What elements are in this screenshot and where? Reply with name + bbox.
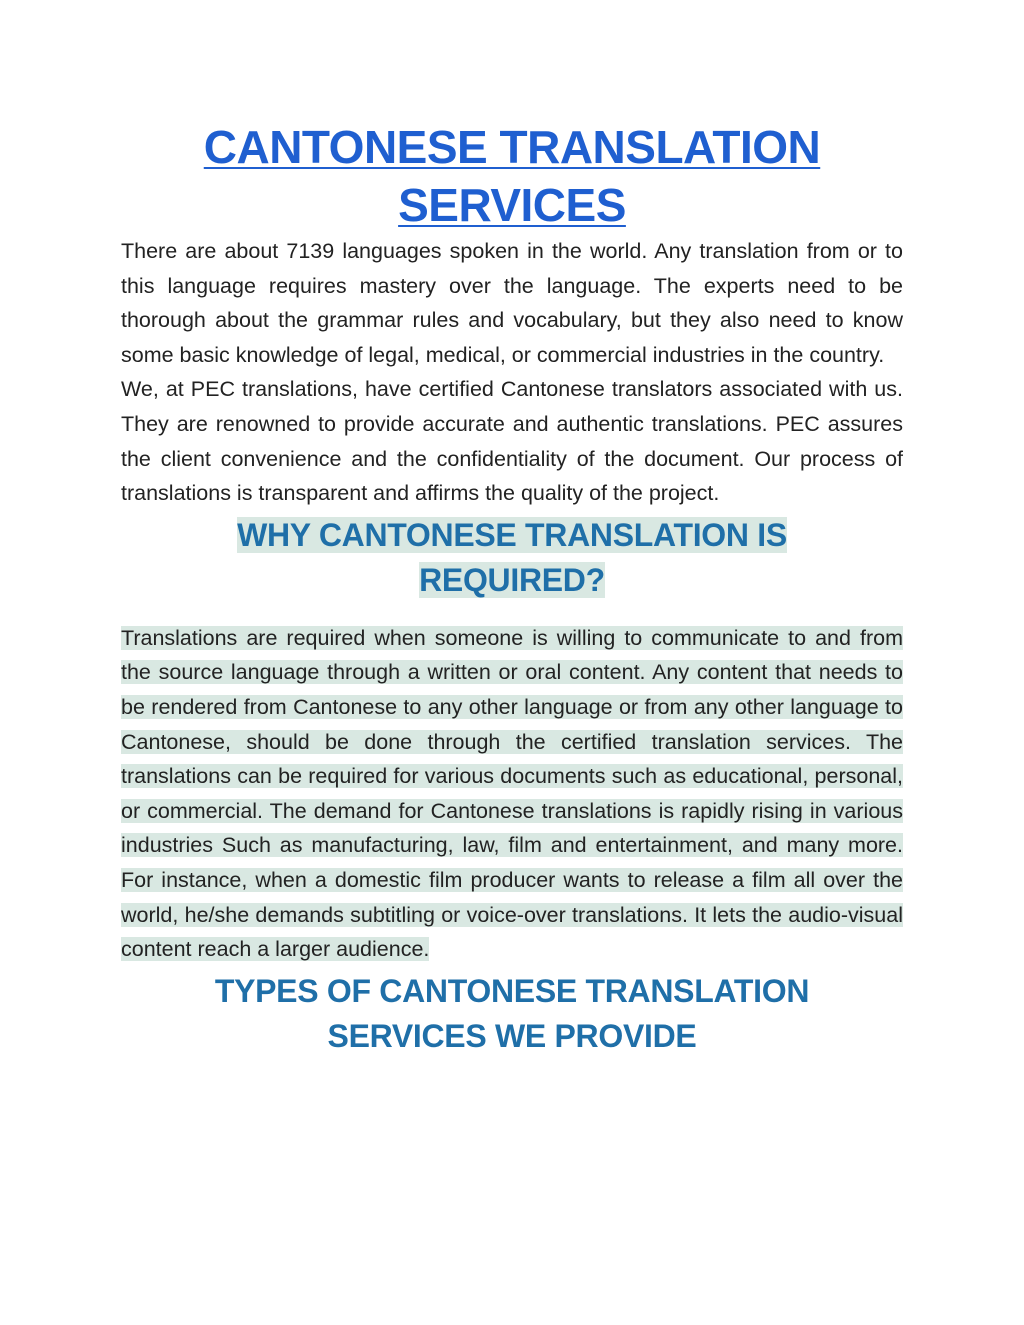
section-heading-types-line-2: SERVICES WE PROVIDE (327, 1017, 697, 1054)
section-1-paragraph-text: Translations are required when someone is willing to communicate to and from the source language through a written or oral content. Any content that needs to be rendered from Cantonese to any other language or from any other language to Cantonese, should be done through the certified translation services. The translations can be required for various documents such as educational, personal, or commercial. The demand for Cantonese translations is rapidly rising in various industries Such as manufacturing, law, film and entertainment, and many more. For instance, when a domestic film producer wants to release a film all over the world, he/she demands subtitling or voice-over translations. It lets the audio-visual content reach a larger audience. (121, 625, 903, 962)
section-heading-types-line-1: TYPES OF CANTONESE TRANSLATION (214, 972, 810, 1009)
page-title (121, 118, 903, 234)
section-1-paragraph (121, 621, 903, 967)
intro-paragraph-2: We, at PEC translations, have certified Cantonese translators associated with us. They are renowned to provide accurate and authentic translations. PEC assures the client convenience and the confidentiality of the document. Our process of translations is transparent and affirms the quality of the project. (121, 377, 903, 506)
section-heading-why-line-1: WHY CANTONESE TRANSLATION IS (237, 516, 787, 553)
section-heading-why-line-2: REQUIRED? (419, 561, 605, 598)
page-title-line-1: CANTONESE TRANSLATION (203, 121, 821, 173)
page-title-line-2: SERVICES (398, 179, 626, 231)
intro-paragraph-1: There are about 7139 languages spoken in the world. Any translation from or to this language requires mastery over the language. The experts need to be thorough about the grammar rules and vocabulary, but they also need to know some basic knowledge of legal, medical, or commercial industries in the country. (121, 239, 903, 367)
section-heading-types (121, 969, 903, 1059)
document-page (121, 118, 903, 1059)
section-heading-why-required (121, 513, 903, 603)
